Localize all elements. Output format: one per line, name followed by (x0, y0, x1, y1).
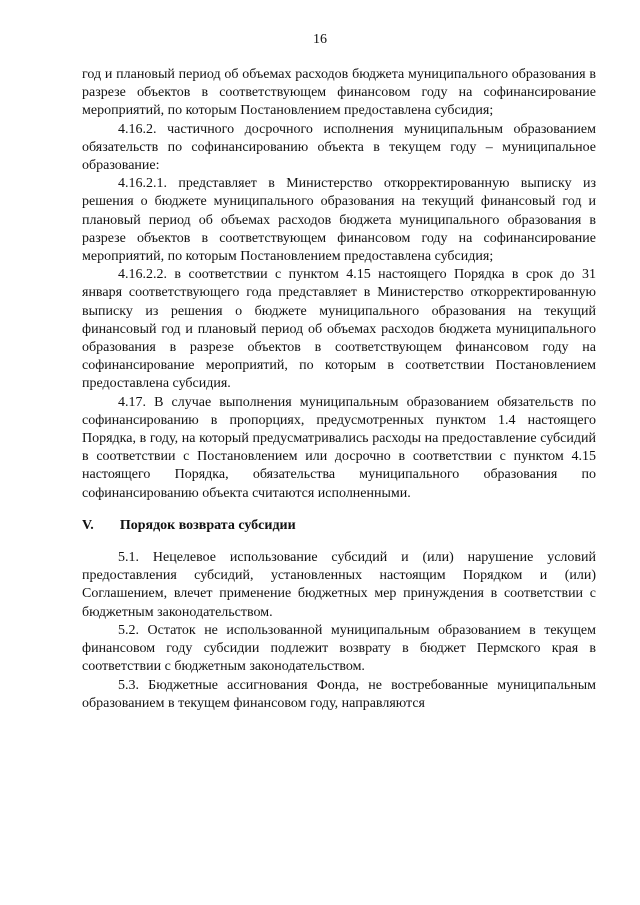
paragraph-5-2: 5.2. Остаток не использованной муниципальным образованием в текущем финансовом году субсидии подлежит возврату в бюджет Пермского края в соответствии с бюджетным законодательством. (82, 622, 596, 675)
paragraph-4-17: 4.17. В случае выполнения муниципальным образованием обязательств по софинансированию в пропорциях, предусмотренных пунктом 1.4 настоящего Порядка, в году, на который предусматривались расходы на предоставление субсидий в соответствии с Постановлением или досрочно в соответствии с пунктом 4.15 настоящего Порядка, обязательства муниципального образования по софинансированию объекта считаются исполненными. (82, 394, 596, 501)
paragraph-4-16-2: 4.16.2. частичного досрочного исполнения муниципальным образованием обязательств по софинансированию объекта в текущем году – муниципальное образование: (82, 121, 596, 174)
section-heading (82, 517, 596, 535)
paragraph-continuation: год и плановый период об объемах расходов бюджета муниципального образования в разрезе объектов в соответствующем финансовом году на софинансирование мероприятий, по которым Постановлением предоставлена субсидия; (82, 67, 596, 119)
page-number: 16 (313, 32, 327, 47)
paragraph-4-16-2-2: 4.16.2.2. в соответствии с пунктом 4.15 настоящего Порядка в срок до 31 января соответствующего года представляет в Министерство откорректированную выписку из решения о бюджете муниципального образования на текущий финансовый год и плановый период об объемах расходов бюджета муниципального образования в разрезе объектов в соответствующем финансовом году на софинансирование мероприятий, по которым в соответствии Постановлением предоставлена субсидия. (82, 267, 596, 392)
section-title: Порядок возврата субсидии (119, 517, 296, 533)
paragraph-5-1: 5.1. Нецелевое использование субсидий и (или) нарушение условий предоставления субсидий, установленных настоящим Порядком и (или) Соглашением, влечет применение бюджетных мер принуждения в соответствии с бюджетным законодательством. (82, 550, 596, 620)
section-numeral: V. (82, 517, 94, 533)
paragraph-5-3: 5.3. Бюджетные ассигнования Фонда, не востребованные муниципальным образованием в текущем финансовом году, направляются (82, 677, 596, 711)
document-body (82, 66, 596, 713)
paragraph-4-16-2-1: 4.16.2.1. представляет в Министерство откорректированную выписку из решения о бюджете муниципального образования на текущий финансовый год и плановый период об объемах расходов бюджета муниципального образования в разрезе объектов в соответствующем финансовом году на софинансирование мероприятий, по которым Постановлением предоставлена субсидия; (82, 176, 596, 265)
